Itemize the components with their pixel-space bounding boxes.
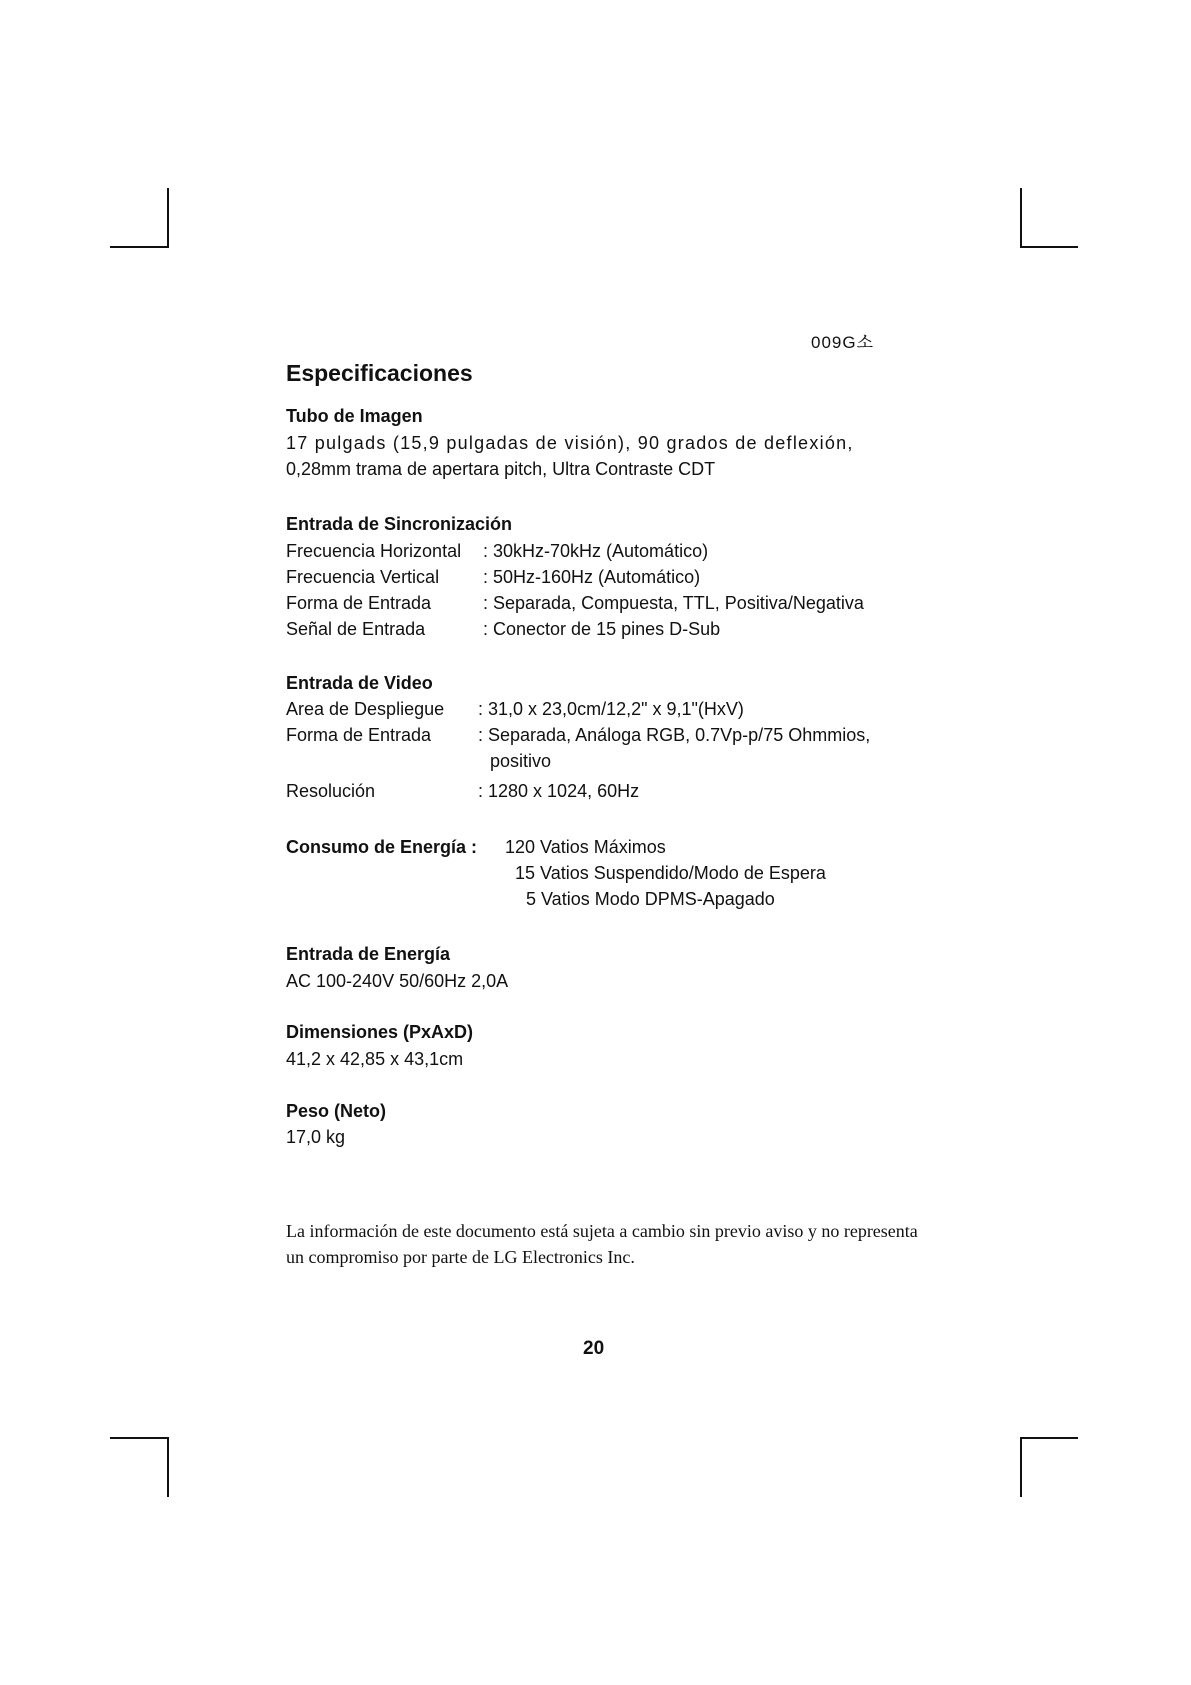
section-title-entrada-energia: Entrada de Energía bbox=[286, 944, 451, 964]
section-title-video: Entrada de Video bbox=[286, 673, 433, 693]
sync-value-vertical: : 50Hz-160Hz (Automático) bbox=[483, 567, 701, 587]
section-title-tubo: Tubo de Imagen bbox=[286, 406, 423, 426]
sync-label-forma: Forma de Entrada bbox=[286, 593, 432, 613]
consumo-line-3: 5 Vatios Modo DPMS-Apagado bbox=[526, 889, 775, 909]
sync-value-horizontal: : 30kHz-70kHz (Automático) bbox=[483, 541, 709, 561]
video-value-area: : 31,0 x 23,0cm/12,2" x 9,1"(HxV) bbox=[478, 699, 744, 719]
sync-label-senal: Señal de Entrada bbox=[286, 619, 426, 639]
sync-value-senal: : Conector de 15 pines D-Sub bbox=[483, 619, 721, 639]
video-value-forma-cont: positivo bbox=[490, 751, 552, 771]
crop-mark-top-right-h bbox=[1020, 246, 1078, 248]
video-label-forma: Forma de Entrada bbox=[286, 725, 432, 745]
crop-mark-top-left-v bbox=[167, 188, 169, 248]
sync-label-vertical: Frecuencia Vertical bbox=[286, 567, 440, 587]
tubo-line-1: 17 pulgads (15,9 pulgadas de visión), 90 grados de deflexión, bbox=[286, 433, 854, 453]
disclaimer-text: La información de este documento está sujeta a cambio sin previo aviso y no representa un compromiso por parte de LG Electronics Inc. bbox=[286, 1221, 918, 1267]
section-title-sync: Entrada de Sincronización bbox=[286, 514, 513, 534]
consumo-line-2: 15 Vatios Suspendido/Modo de Espera bbox=[515, 863, 826, 883]
sync-label-horizontal: Frecuencia Horizontal bbox=[286, 541, 462, 561]
video-value-forma: : Separada, Análoga RGB, 0.7Vp-p/75 Ohmmios, bbox=[478, 725, 871, 745]
page-number: 20 bbox=[583, 1338, 605, 1359]
video-value-resolucion: : 1280 x 1024, 60Hz bbox=[478, 781, 640, 801]
crop-mark-top-right-v bbox=[1020, 188, 1022, 248]
peso-value: 17,0 kg bbox=[286, 1127, 346, 1147]
section-title-dimensiones: Dimensiones (PxAxD) bbox=[286, 1022, 474, 1042]
video-label-area: Area de Despliegue bbox=[286, 699, 445, 719]
sync-value-forma: : Separada, Compuesta, TTL, Positiva/Negativa bbox=[483, 593, 864, 613]
crop-mark-bottom-left-h bbox=[110, 1437, 169, 1439]
page-title: Especificaciones bbox=[286, 360, 473, 386]
crop-mark-bottom-right-v bbox=[1020, 1437, 1022, 1497]
entrada-energia-value: AC 100-240V 50/60Hz 2,0A bbox=[286, 971, 509, 991]
video-label-resolucion: Resolución bbox=[286, 781, 376, 801]
consumo-line-1: 120 Vatios Máximos bbox=[505, 837, 666, 857]
section-title-peso: Peso (Neto) bbox=[286, 1101, 387, 1121]
crop-mark-bottom-left-v bbox=[167, 1437, 169, 1497]
crop-mark-top-left-h bbox=[110, 246, 169, 248]
section-title-consumo: Consumo de Energía : bbox=[286, 837, 478, 857]
dimensiones-value: 41,2 x 42,85 x 43,1cm bbox=[286, 1049, 464, 1069]
document-code: 009G소 bbox=[811, 333, 875, 352]
crop-mark-bottom-right-h bbox=[1020, 1437, 1078, 1439]
tubo-line-2: 0,28mm trama de apertara pitch, Ultra Contraste CDT bbox=[286, 459, 716, 479]
